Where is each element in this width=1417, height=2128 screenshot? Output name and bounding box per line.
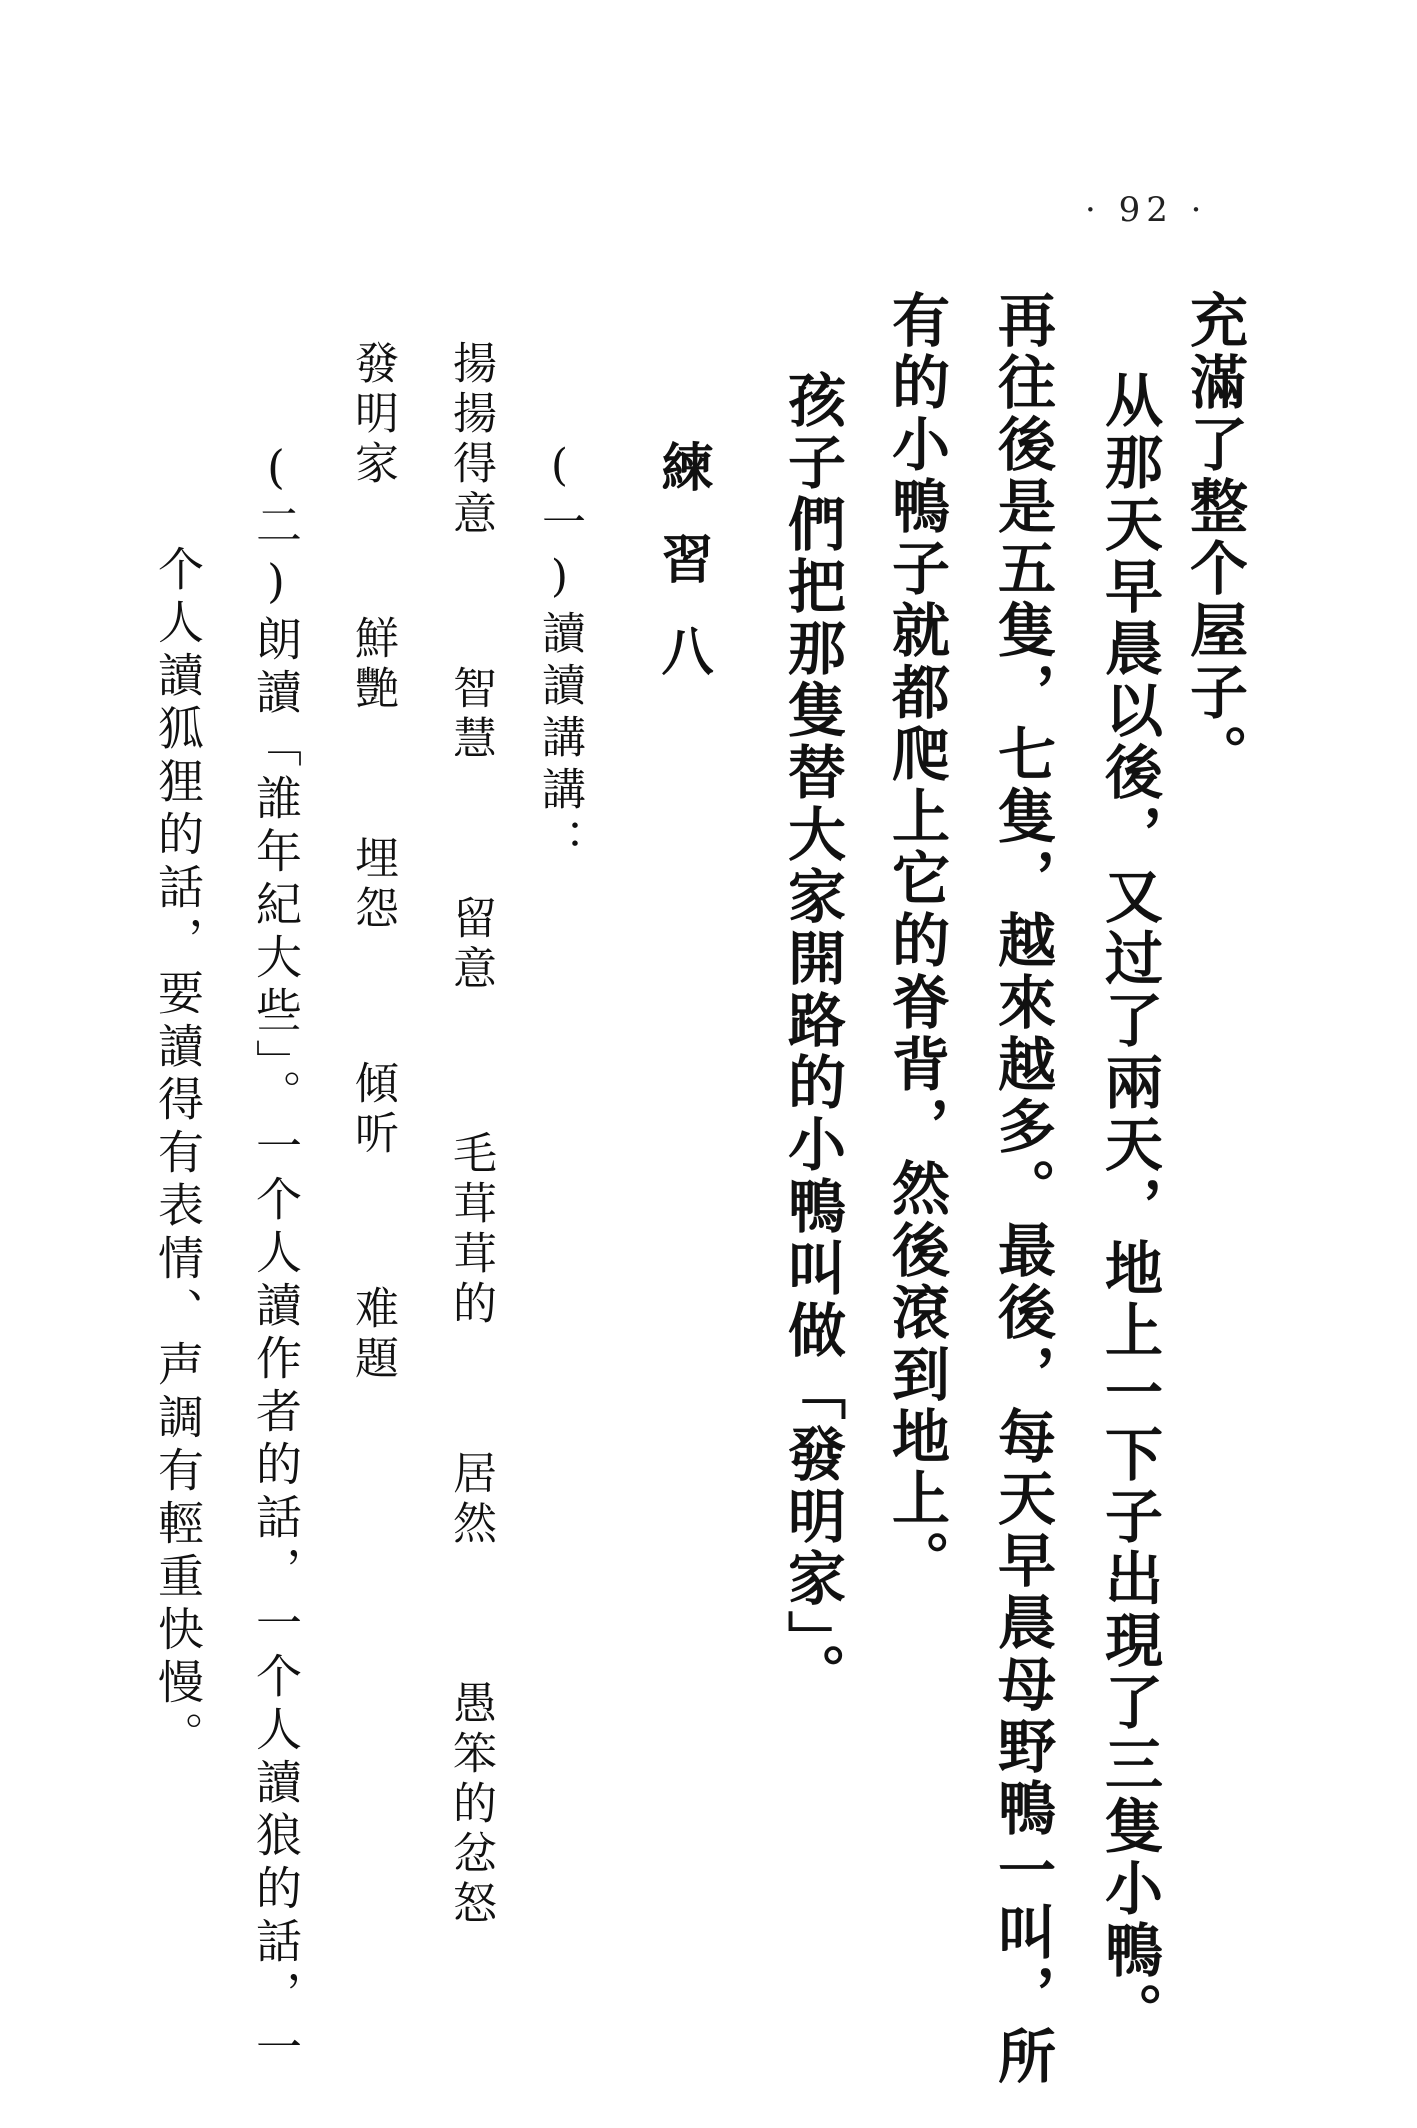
- vocab-word: 發明家: [347, 340, 398, 490]
- exercise-heading: 練習八: [652, 440, 713, 716]
- vocab-word: 揚揚得意: [445, 340, 496, 540]
- vocab-word: 鮮艷: [347, 615, 398, 715]
- page-number: · 92 ·: [1085, 190, 1208, 230]
- story-line-5: 孩子們把那隻替大家開路的小鴨叫做「發明家」。: [778, 370, 846, 1705]
- story-line-2: 从那天早晨以後，又过了兩天，地上一下子出現了三隻小鴨。: [1095, 370, 1163, 2044]
- part2-line-1: (二)朗讀「誰年紀大些」。一个人讀作者的話，一个人讀狼的話，一: [249, 440, 303, 2076]
- vocab-word: 难題: [347, 1285, 398, 1385]
- story-line-3: 再往後是五隻，七隻，越來越多。最後，每天早晨母野鴨一叫，所: [988, 290, 1056, 2088]
- vocab-word: 留意: [445, 895, 496, 995]
- vocab-word: 居然: [445, 1450, 496, 1550]
- vocab-word: 愚笨的忿怒: [445, 1680, 496, 1930]
- story-line-4: 有的小鴨子就都爬上它的脊背，然後滾到地上。: [882, 290, 950, 1592]
- vocab-word: 埋怨: [347, 835, 398, 935]
- vocab-word: 毛茸茸的: [445, 1130, 496, 1330]
- part2-line-2: 个人讀狐狸的話，要讀得有表情、声調有輕重快慢。: [151, 545, 205, 1764]
- vocab-word: 智慧: [445, 665, 496, 765]
- vocab-word: 傾听: [347, 1060, 398, 1160]
- story-line-1: 充滿了整个屋子。: [1180, 290, 1248, 786]
- part1-label: (一)讀讀講講：: [534, 440, 585, 870]
